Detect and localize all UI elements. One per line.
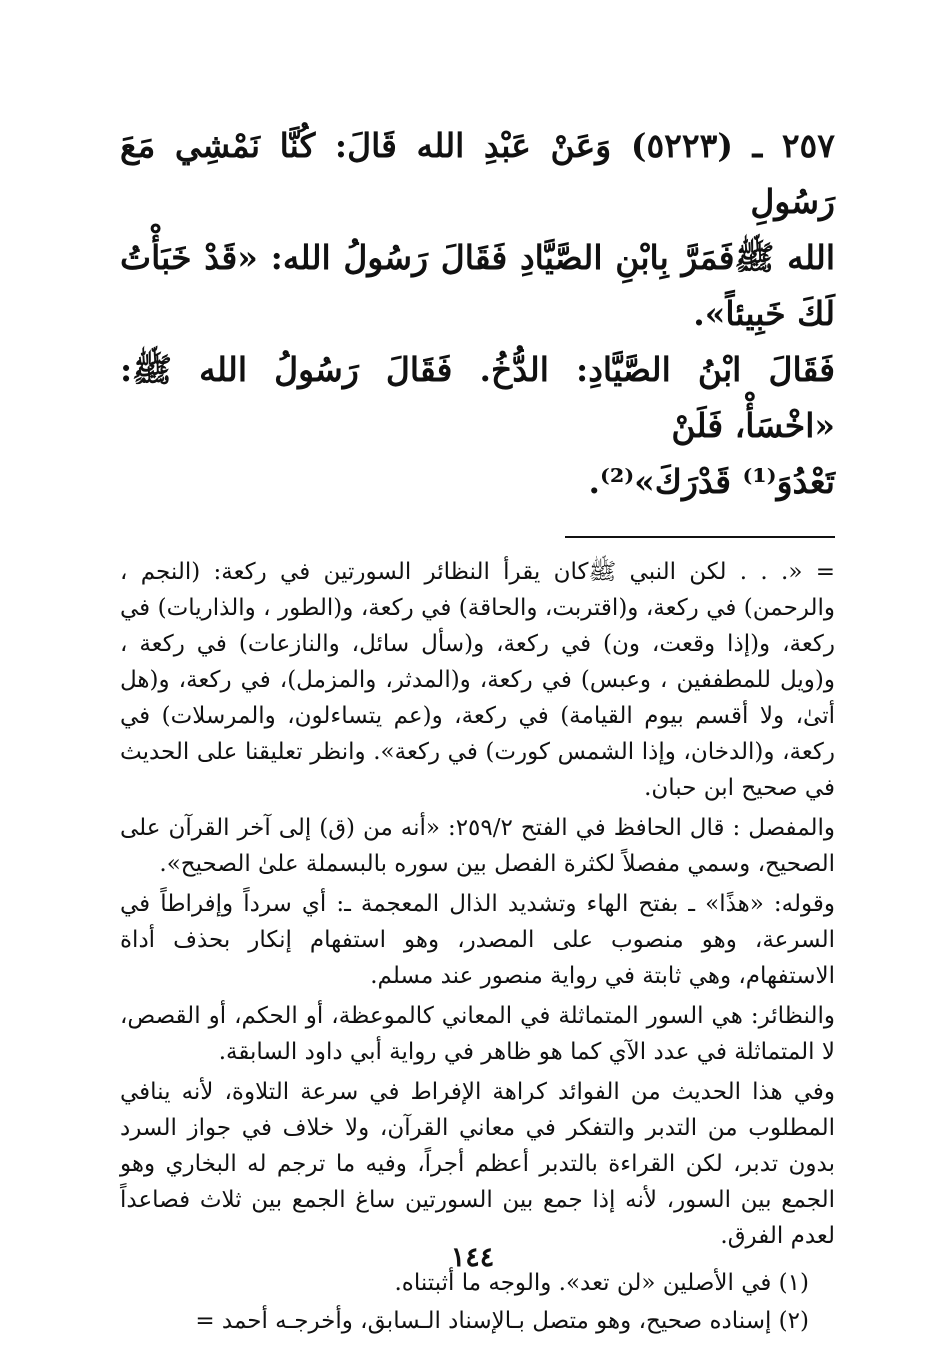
commentary-paragraph: = «. . . لكن النبي ﷺكان يقرأ النظائر السورتين في ركعة: (النجم ، والرحمن) في ركعة، و(اقتربت، والحاقة) في ركعة، و(الطور ، والذاريات) في ركعة، و(إذا وقعت، ون) في ركعة، و(سأل سائل، والنازعات) في ركعة ، و(ويل للمطففين ، وعبس) في ركعة، و(المدثر، والمزمل)، في ركعة، و(هل أتىٰ، ولا أقسم بيوم القيامة) في ركعة، و(عم يتساءلون، والمرسلات) في ركعة، و(الدخان، وإذا الشمس كورت) في ركعة». وانظر تعليقنا على الحديث في صحيح ابن حبان.: [120, 559, 835, 801]
commentary-paragraph: وفي هذا الحديث من الفوائد كراهة الإفراط في سرعة التلاوة، لأنه ينافي المطلوب من التدبر والتفكر في معاني القرآن، ولا خلاف في جواز السرد بدون تدبر، لكن القراءة بالتدبر أعظم أجراً، وفيه ما ترجم له البخاري وهو الجمع بين السور، لأنه إذا جمع بين السورتين ساغ الجمع بين ثلاث فصاعداً لعدم الفرق.: [120, 1079, 835, 1249]
hadith-line-1: ٢٥٧ ـ (٥٢٢٣) وَعَنْ عَبْدِ الله قَالَ: كُنَّا نَمْشِي مَعَ رَسُولِ: [120, 126, 835, 221]
footnote-separator: [565, 536, 835, 538]
commentary-paragraph: والمفصل : قال الحافظ في الفتح ٢٥٩/٢: «أنه من (ق) إلى آخر القرآن على الصحيح، وسمي مفصلاً لكثرة الفصل بين سوره بالبسملة علىٰ الصحيح».: [120, 815, 835, 877]
footnote-1: (١) في الأصلين «لن تعد». والوجه ما أثبتناه.: [394, 1270, 809, 1296]
hadith-text: [120, 118, 835, 510]
commentary: [120, 554, 835, 1254]
footnotes: [120, 1264, 835, 1340]
footnote-2: (٢) إسناده صحيح، وهو متصل بـالإسناد الـسابق، وأخرجـه أحمد =: [195, 1308, 809, 1334]
hadith-line-3: فَقَالَ ابْنُ الصَّيَّادِ: الدُّخُ. فَقَالَ رَسُولُ الله ﷺ: «اخْسَأْ، فَلَنْ: [120, 350, 835, 445]
commentary-paragraph: والنظائر: هي السور المتماثلة في المعاني كالموعظة، أو الحكم، أو القصص، لا المتماثلة في عدد الآي كما هو ظاهر في رواية أبي داود السابقة.: [120, 1003, 835, 1065]
page-number: ١٤٤: [450, 1242, 495, 1273]
commentary-paragraph: وقوله: «هذًا» ـ بفتح الهاء وتشديد الذال المعجمة ـ: أي سرداً وإفراطاً في السرعة، وهو منصوب على المصدر، وهو استفهام إنكار بحذف أداة الاستفهام، وهي ثابتة في رواية منصور عند مسلم.: [120, 891, 835, 989]
hadith-line-2: الله ﷺفَمَرَّ بِابْنِ الصَّيَّادِ فَقَالَ رَسُولُ الله: «قَدْ خَبَأْتُ لَكَ خَبِيئاً».: [120, 238, 835, 333]
hadith-line-4: تَعْدُوَ⁽¹⁾ قَدْرَكَ»⁽²⁾.: [588, 462, 835, 501]
